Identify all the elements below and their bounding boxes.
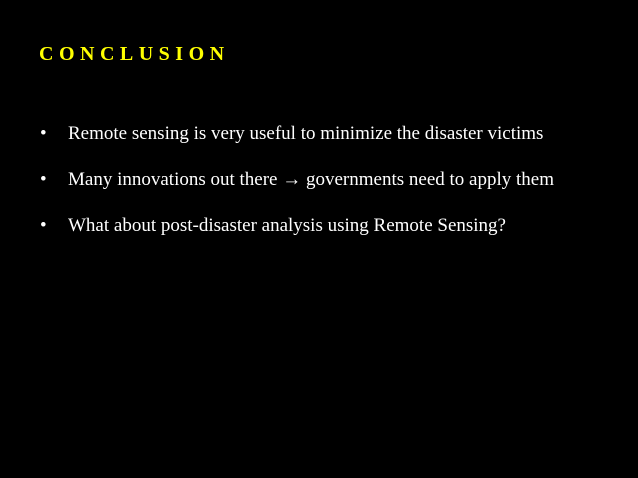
bullet-text-after-arrow: governments need to apply them <box>301 169 554 190</box>
bullet-item-innovations <box>40 168 580 192</box>
bullet-text-before-arrow: Many innovations out there <box>68 169 283 190</box>
slide-title: CONCLUSION <box>39 43 230 65</box>
bullet-icon: • <box>40 169 47 190</box>
bullet-item-remote-sensing <box>40 122 580 146</box>
bullet-text: What about post-disaster analysis using Remote Sensing? <box>68 215 506 236</box>
bullet-text <box>68 169 554 190</box>
bullet-icon: • <box>40 123 47 144</box>
bullet-text: Remote sensing is very useful to minimize the disaster victims <box>68 123 544 144</box>
bullet-icon: • <box>40 215 47 236</box>
arrow-right-icon: → <box>282 169 302 190</box>
bullet-list <box>40 122 580 260</box>
bullet-item-post-disaster <box>40 214 580 238</box>
